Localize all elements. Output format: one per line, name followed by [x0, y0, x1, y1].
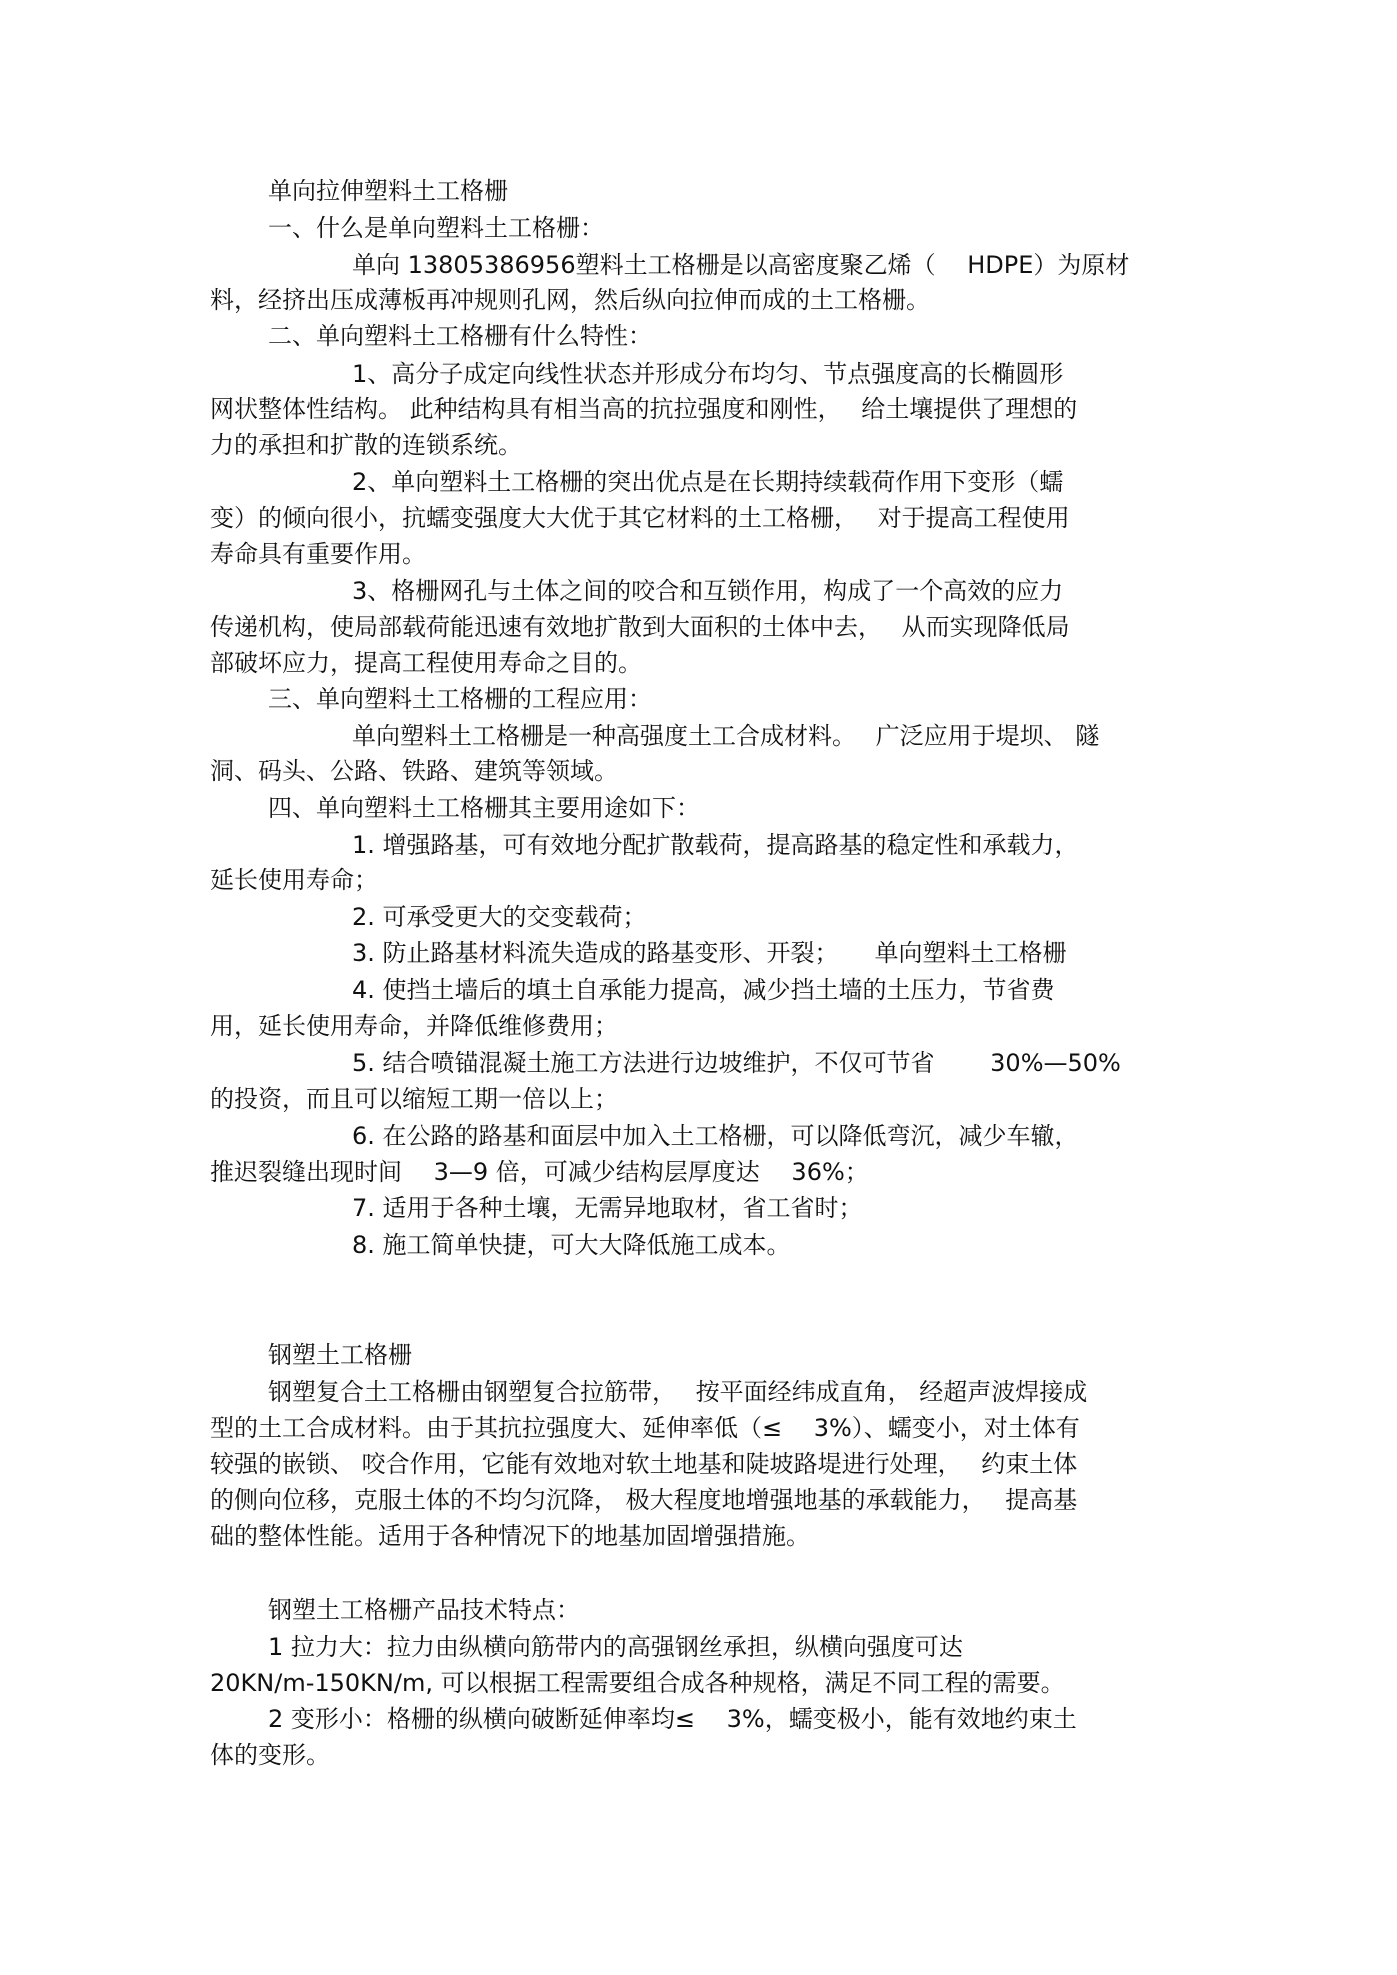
- list-item: 3. 防止路基材料流失造成的路基变形、开裂； 单向塑料土工格栅: [352, 939, 1067, 967]
- list-item-continuation: 用，延长使用寿命，并降低维修费用；: [210, 1012, 618, 1040]
- paragraph-line: 型的土工合成材料。由于其抗拉强度大、延伸率低（≤ 3%）、蠕变小，对土体有: [210, 1414, 1080, 1442]
- list-item: 6. 在公路的路基和面层中加入土工格栅，可以降低弯沉，减少车辙，: [352, 1122, 1079, 1150]
- question-heading: 一、什么是单向塑料土工格栅：: [268, 214, 604, 242]
- list-item: 2 变形小：格栅的纵横向破断延伸率均≤ 3%，蠕变极小，能有效地约束土: [268, 1705, 1077, 1733]
- list-item: 8. 施工简单快捷，可大大降低施工成本。: [352, 1231, 791, 1259]
- paragraph-line: 单向塑料土工格栅是一种高强度土工合成材料。 广泛应用于堤坝、 隧: [352, 722, 1100, 750]
- paragraph-line: 单向 13805386956塑料土工格栅是以高密度聚乙烯（ HDPE）为原材: [352, 251, 1130, 279]
- paragraph-line: 变）的倾向很小，抗蠕变强度大大优于其它材料的土工格栅， 对于提高工程使用: [210, 504, 1070, 532]
- list-item-continuation: 推迟裂缝出现时间 3—9 倍，可减少结构层厚度达 36%；: [210, 1158, 869, 1186]
- section-title: 单向拉伸塑料土工格栅: [268, 177, 508, 205]
- paragraph-line: 较强的嵌锁、 咬合作用，它能有效地对软土地基和陡坡路堤进行处理， 约束土体: [210, 1450, 1078, 1478]
- list-item: 4. 使挡土墙后的填土自承能力提高，减少挡土墙的土压力，节省费: [352, 976, 1055, 1004]
- list-item: 1. 增强路基，可有效地分配扩散载荷，提高路基的稳定性和承载力，: [352, 831, 1079, 859]
- paragraph-line: 钢塑复合土工格栅由钢塑复合拉筋带， 按平面经纬成直角， 经超声波焊接成: [268, 1378, 1088, 1406]
- list-item-continuation: 体的变形。: [210, 1741, 330, 1769]
- paragraph-line: 料，经挤出压成薄板再冲规则孔网，然后纵向拉伸而成的土工格栅。: [210, 286, 930, 314]
- question-heading: 三、单向塑料土工格栅的工程应用：: [268, 685, 652, 713]
- paragraph-line: 3、格栅网孔与土体之间的咬合和互锁作用，构成了一个高效的应力: [352, 577, 1064, 605]
- list-item: 5. 结合喷锚混凝土施工方法进行边坡维护，不仅可节省 30%—50%: [352, 1049, 1121, 1077]
- list-item-continuation: 的投资，而且可以缩短工期一倍以上；: [210, 1085, 618, 1113]
- paragraph-line: 2、单向塑料土工格栅的突出优点是在长期持续载荷作用下变形（蠕: [352, 468, 1064, 496]
- paragraph-line: 力的承担和扩散的连锁系统。: [210, 431, 522, 459]
- paragraph-line: 1、高分子成定向线性状态并形成分布均匀、节点强度高的长椭圆形: [352, 360, 1064, 388]
- list-item: 1 拉力大：拉力由纵横向筋带内的高强钢丝承担，纵横向强度可达: [268, 1633, 963, 1661]
- list-item-continuation: 延长使用寿命；: [210, 866, 378, 894]
- paragraph-line: 础的整体性能。适用于各种情况下的地基加固增强措施。: [210, 1522, 810, 1550]
- paragraph-line: 传递机构，使局部载荷能迅速有效地扩散到大面积的土体中去， 从而实现降低局: [210, 613, 1070, 641]
- paragraph-line: 寿命具有重要作用。: [210, 540, 426, 568]
- list-item-continuation: 20KN/m-150KN/m, 可以根据工程需要组合成各种规格，满足不同工程的需要。: [210, 1669, 1065, 1697]
- question-heading: 四、单向塑料土工格栅其主要用途如下：: [268, 794, 700, 822]
- section-title: 钢塑土工格栅: [268, 1341, 412, 1369]
- paragraph-line: 网状整体性结构。 此种结构具有相当高的抗拉强度和刚性， 给土壤提供了理想的: [210, 395, 1078, 423]
- paragraph-line: 洞、码头、公路、铁路、建筑等领域。: [210, 757, 618, 785]
- question-heading: 二、单向塑料土工格栅有什么特性：: [268, 322, 652, 350]
- paragraph-line: 的侧向位移，克服土体的不均匀沉降， 极大程度地增强地基的承载能力， 提高基: [210, 1486, 1078, 1514]
- paragraph-line: 部破坏应力，提高工程使用寿命之目的。: [210, 649, 642, 677]
- section-title: 钢塑土工格栅产品技术特点：: [268, 1596, 580, 1624]
- list-item: 7. 适用于各种土壤，无需异地取材，省工省时；: [352, 1194, 863, 1222]
- list-item: 2. 可承受更大的交变载荷；: [352, 903, 647, 931]
